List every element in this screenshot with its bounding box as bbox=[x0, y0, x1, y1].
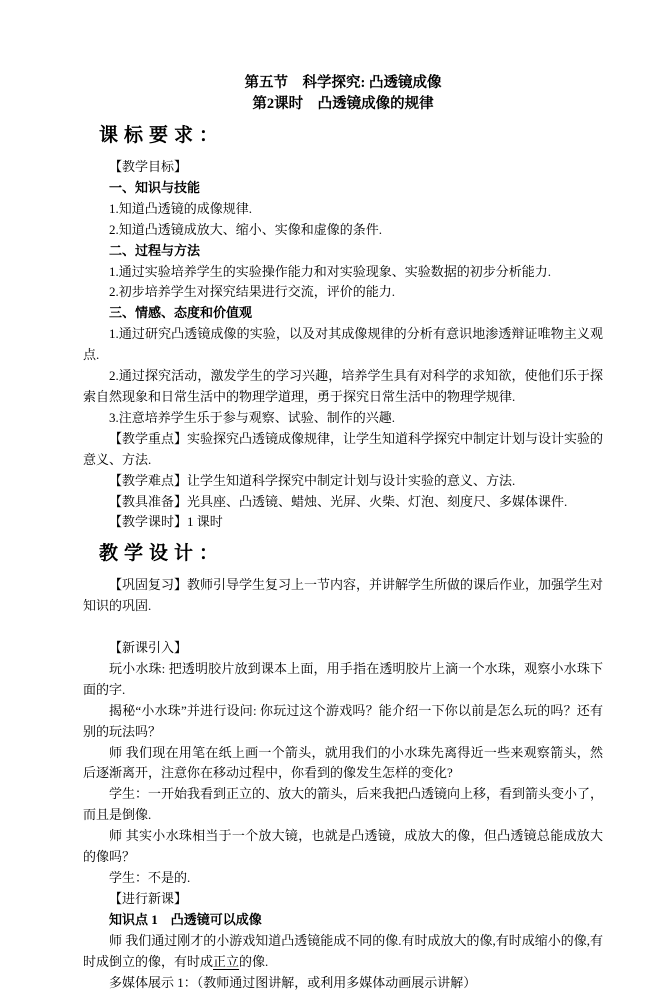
objective-item: 2.初步培养学生对探究结果进行交流，评价的能力. bbox=[109, 284, 396, 300]
teaching-focus: 【教学重点】实验探究凸透镜成像规律，让学生知道科学探究中制定计划与设计实验的意义、方法. bbox=[83, 430, 604, 467]
review-paragraph: 【巩固复习】教师引导学生复习上一节内容，并讲解学生所做的课后作业，加强学生对知识的巩固. bbox=[83, 577, 604, 614]
multimedia-display-line: 多媒体展示 1：（教师通过图讲解，或利用多媒体动画展示讲解） bbox=[109, 974, 477, 990]
objective-item: 1.通过实验培养学生的实验操作能力和对实验现象、实验数据的初步分析能力. bbox=[109, 263, 552, 279]
objective-section-title-process: 二、过程与方法 bbox=[109, 242, 201, 258]
doc-title-line1: 第五节 科学探究: 凸透镜成像 bbox=[244, 75, 442, 91]
student-line: 学生：一开始我看到正立的、放大的箭头，后来我把凸透镜向上移，看到箭头变小了，而且是倒像. bbox=[83, 786, 604, 823]
teacher-summary-post: 的像. bbox=[239, 953, 269, 969]
heading-curriculum-requirements: 课标要求： bbox=[99, 125, 225, 146]
teacher-summary-underlined: 正立 bbox=[213, 953, 240, 969]
teaching-periods: 【教学课时】1 课时 bbox=[109, 514, 223, 530]
doc-title-line2: 第2课时 凸透镜成像的规律 bbox=[252, 96, 434, 112]
intro-paragraph: 玩小水珠: 把透明胶片放到课本上面，用手指在透明胶片上滴一个水珠，观察小水珠下面的字. bbox=[83, 660, 603, 697]
objective-item: 3.注意培养学生乐于参与观察、试验、制作的兴趣. bbox=[109, 409, 396, 425]
teaching-difficulty: 【教学难点】让学生知道科学探究中制定计划与设计实验的意义、方法. bbox=[109, 472, 516, 488]
student-line: 学生：不是的. bbox=[109, 869, 191, 885]
objective-section-title-knowledge: 一、知识与技能 bbox=[109, 179, 201, 195]
blank-line bbox=[83, 617, 603, 638]
proceed-new-lesson-label: 【进行新课】 bbox=[109, 890, 188, 906]
new-lesson-intro-label: 【新课引入】 bbox=[109, 640, 188, 656]
teacher-summary-pre: 师 我们通过刚才的小游戏知道凸透镜能成不同的像.有时成放大的像,有时成缩小的像,有时成倒立的像，有时成 bbox=[83, 932, 604, 969]
knowledge-point-title: 知识点 1 凸透镜可以成像 bbox=[109, 911, 262, 927]
teaching-aids: 【教具准备】光具座、凸透镜、蜡烛、光屏、火柴、灯泡、刻度尺、多媒体课件. bbox=[109, 493, 568, 509]
objective-item: 1.通过研究凸透镜成像的实验，以及对其成像规律的分析有意识地渗透辩证唯物主义观点. bbox=[83, 326, 603, 363]
intro-paragraph: 揭秘“小水珠”并进行设问: 你玩过这个游戏吗？能介绍一下你以前是怎么玩的吗？还有别的玩法吗？ bbox=[83, 702, 603, 739]
teacher-summary-line bbox=[83, 931, 603, 973]
objective-section-title-emotion: 三、情感、态度和价值观 bbox=[109, 305, 253, 321]
objective-item: 2.知道凸透镜成放大、缩小、实像和虚像的条件. bbox=[109, 221, 383, 237]
teacher-line: 师 其实小水珠相当于一个放大镜，也就是凸透镜，成放大的像，但凸透镜总能成放大的像吗？ bbox=[83, 828, 603, 865]
objective-item: 1.知道凸透镜的成像规律. bbox=[109, 200, 253, 216]
teacher-line: 师 我们现在用笔在纸上画一个箭头，就用我们的小水珠先离得近一些来观察箭头，然后逐渐离开，注意你在移动过程中，你看到的像发生怎样的变化? bbox=[83, 744, 603, 781]
teaching-objectives-label: 【教学目标】 bbox=[109, 159, 188, 174]
heading-teaching-design: 教学设计： bbox=[99, 543, 225, 565]
objective-item: 2.通过探究活动，激发学生的学习兴趣，培养学生具有对科学的求知欲，使他们乐于探索自然现象和日常生活中的物理学道理，勇于探究日常生活中的物理学规律. bbox=[83, 368, 603, 404]
